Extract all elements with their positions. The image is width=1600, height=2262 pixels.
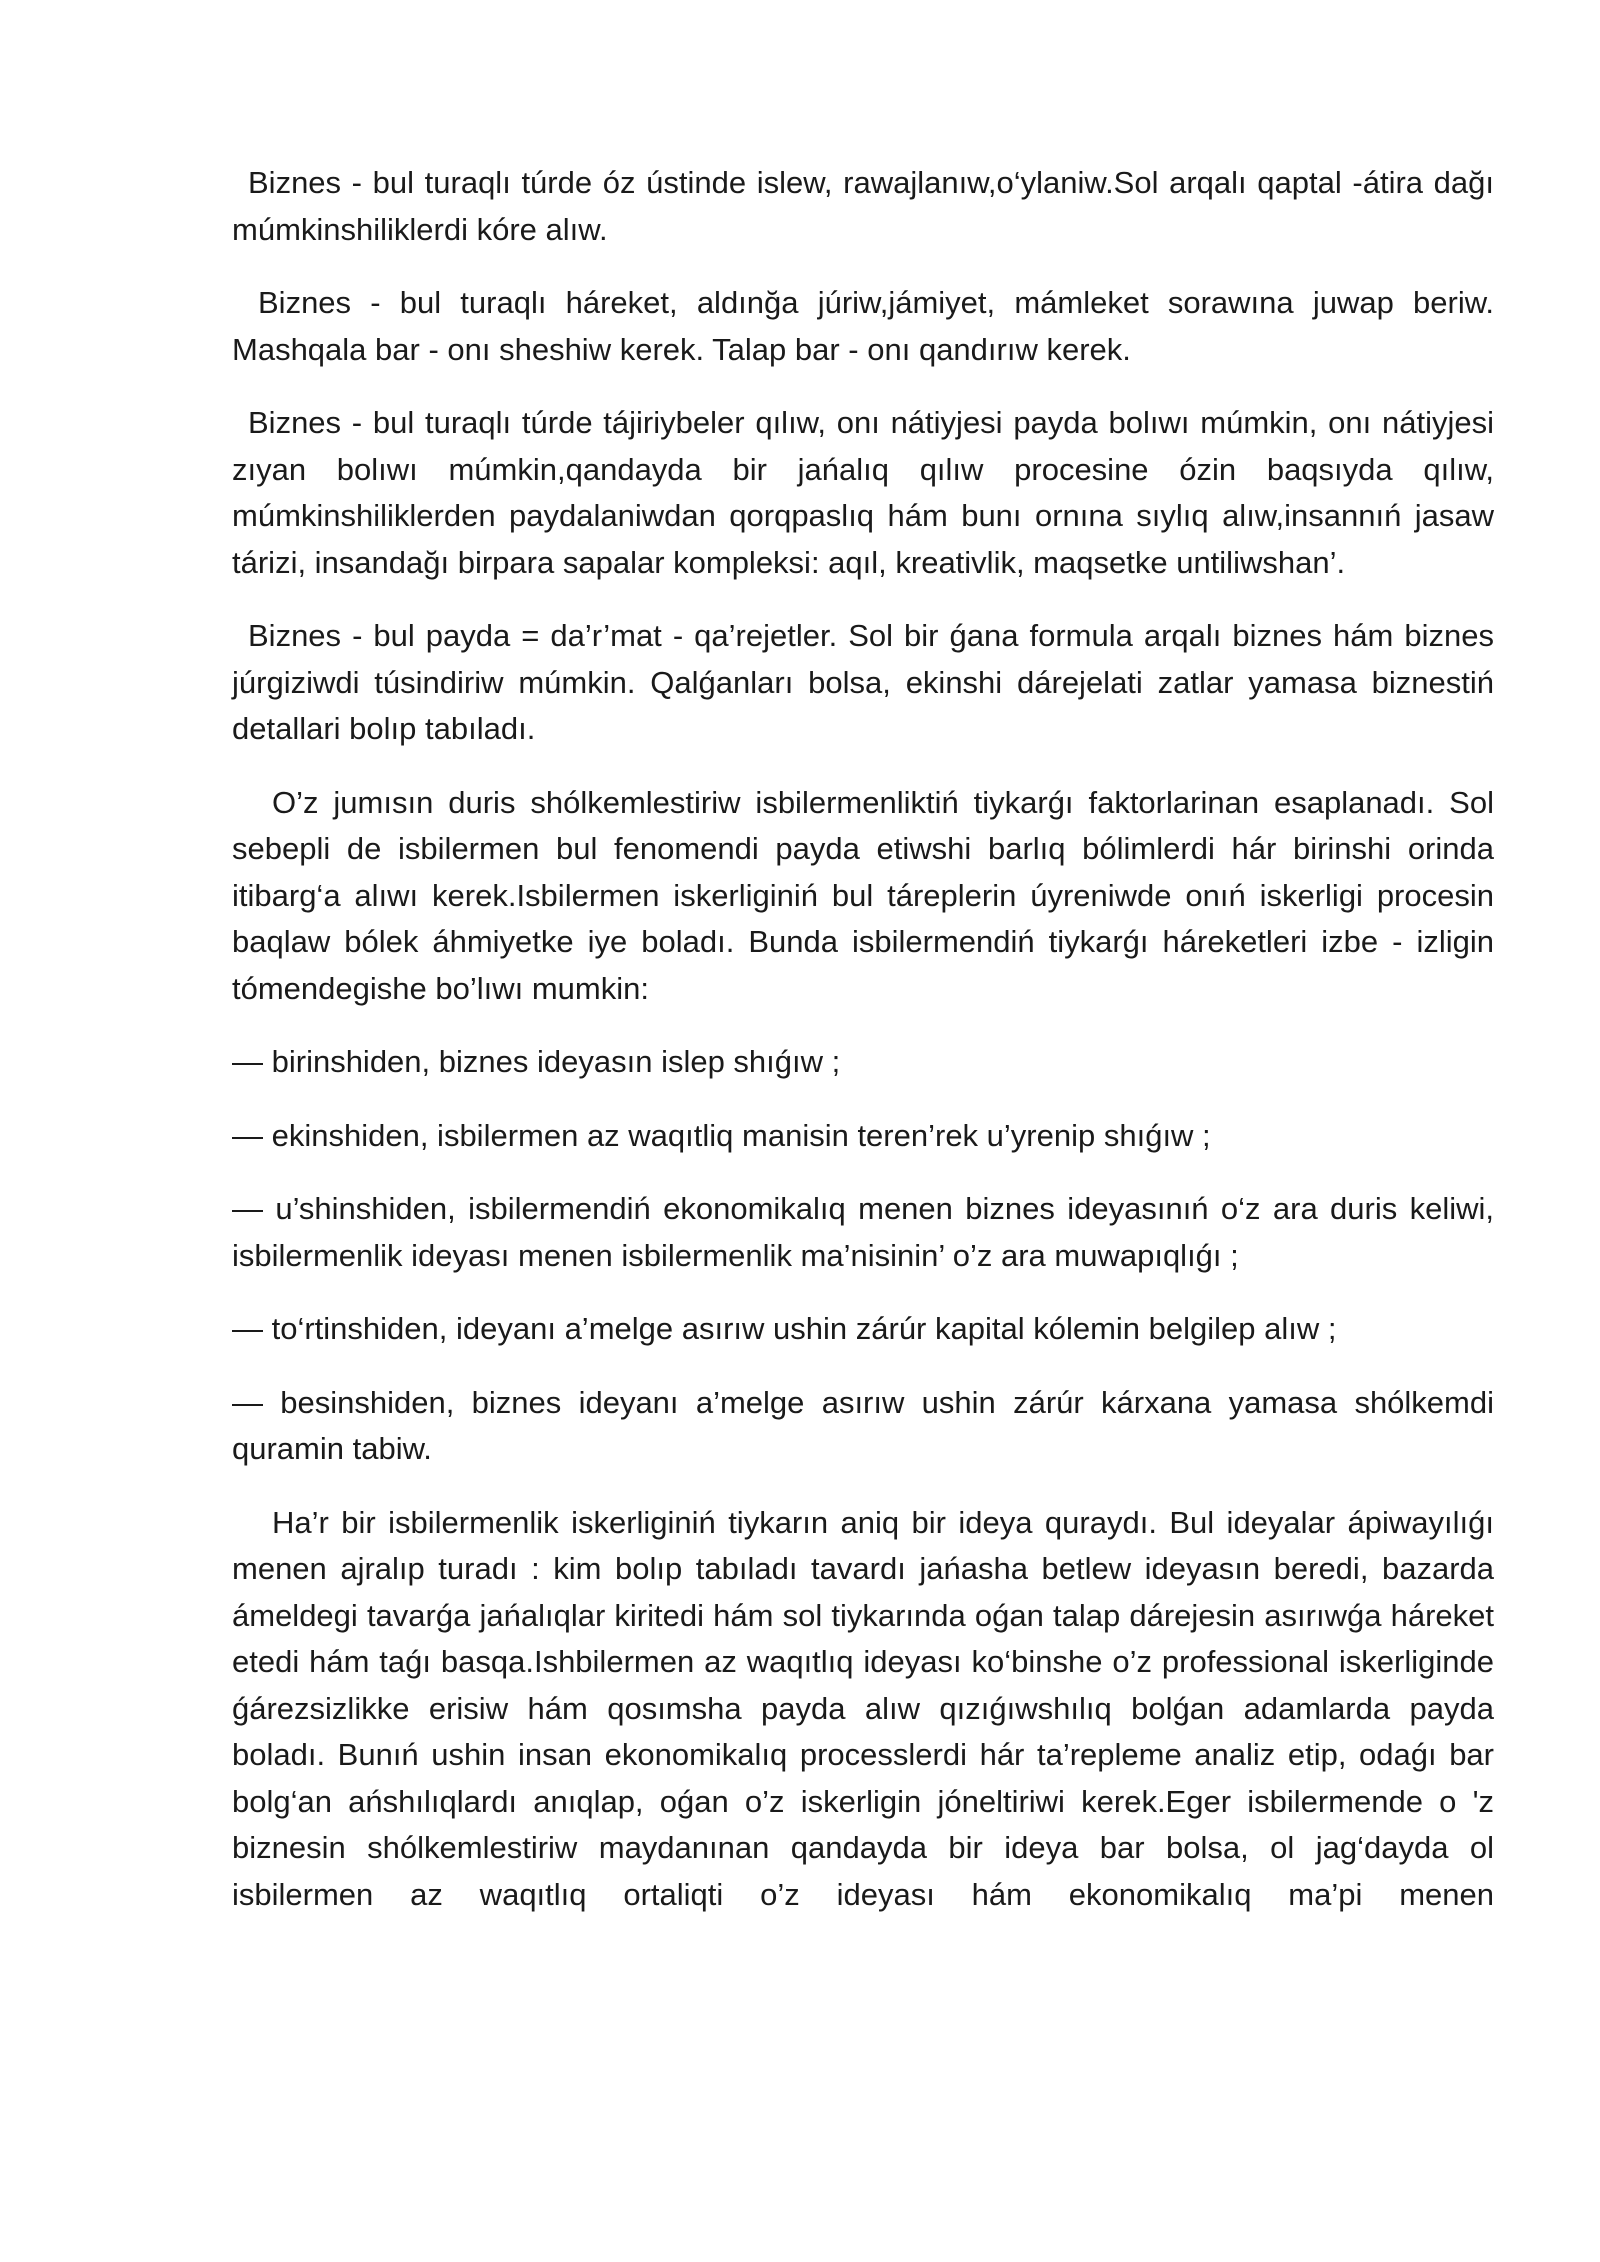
paragraph-definition-4: Biznes - bul payda = da’r’mat - qa’rejetler. Sol bir ǵana formula arqalı biznes hám biznes júrgiziwdi túsindiriw múmkin. Qalǵanları bolsa, ekinshi dárejelati zatlar yamasa biznestiń detallari bolıp tabıladı. xyxy=(232,618,1494,746)
paragraph-definition-1: Biznes - bul turaqlı túrde óz ústinde islew, rawajlanıw,o‘ylaniw.Sol arqalı qaptal -átira dağı múmkinshiliklerdi kóre alıw. xyxy=(232,165,1494,247)
list-item: — to‘rtinshiden, ideyanı a’melge asırıw ushin zárúr kapital kólemin belgilep alıw ; xyxy=(232,1311,1337,1346)
list-item: — ekinshiden, isbilermen az waqıtliq manisin teren’rek u’yrenip shıǵıw ; xyxy=(232,1117,1211,1153)
paragraph-organization: O’z jumısın duris shólkemlestiriw isbilermenliktiń tiykarǵı faktorlarinan esaplanadı. Sol sebepli de isbilermen bul fenomendi payda etiwshi barlıq bólimlerdi hár birinshi orinda itibarg‘a alıwı kerek.Isbilermen iskerliginiń bul táreplerin úyreniwde onıń iskerligi procesin baqlaw bólek áhmiyetke iye boladı. Bunda isbilermendiń tiykarǵı háreketleri izbe - izligin tómendegishe bo’lıwı mumkin: xyxy=(232,784,1494,1006)
paragraph-definition-3: Biznes - bul turaqlı túrde tájiriybeler qılıw, onı nátiyjesi payda bolıwı múmkin, onı nátiyjesi zıyan bolıwı múmkin,qandayda bir jańalıq qılıw procesine ózin baqsıyda qılıw, múmkinshiliklerden paydalaniwdan qorqpaslıq hám bunı ornına sıylıq alıw,insannıń jasaw tárizi, insandağı birpara sapalar kompleksi: aqıl, kreativlik, maqsetke untiliwshan’. xyxy=(232,405,1494,580)
list-item: — u’shinshiden, isbilermendiń ekonomikalıq menen biznes ideyasınıń o‘z ara duris keliwi, isbilermenlik ideyası menen isbilermenlik ma’nisinin’ o’z ara muwapıqlıǵı ; xyxy=(232,1191,1494,1273)
list-item: — birinshiden, biznes ideyasın islep shıǵıw ; xyxy=(232,1044,841,1079)
paragraph-business-idea: Ha’r bir isbilermenlik iskerliginiń tiykarın aniq bir ideya quraydı. Bul ideyalar ápiwayılıǵı menen ajralıp turadı : kim bolıp tabıladı tavardı jańasha betlew ideyasın beredi, bazarda ámeldegi tavarǵa jańalıqlar kiritedi hám sol tiykarında oǵan talap dárejesin asırıwǵa háreket etedi hám taǵı basqa.Ishbilermen az waqıtlıq ideyası ko‘binshe o’z professional iskerliginde ǵárezsizlikke erisiw hám qosımsha payda alıw qızıǵıwshılıq bolǵan adamlarda payda boladı. Bunıń ushin insan ekonomikalıq processlerdi hár ta’repleme analiz etip, odaǵı bar bolg‘an ańshılıqlardı anıqlap, oǵan o’z iskerligin jóneltiriwi kerek.Eger isbilermende o 'z biznesin shólkemlestiriw maydanınan qandayda bir ideya bar bolsa, ol jag‘dayda ol isbilermen az waqıtlıq ortaliqti o’z ideyası hám ekonomikalıq ma’pi menen xyxy=(232,1504,1494,1912)
list-item: — besinshiden, biznes ideyanı a’melge asırıw ushin zárúr kárxana yamasa shólkemdi quramin tabiw. xyxy=(232,1384,1494,1466)
paragraph-definition-2: Biznes - bul turaqlı háreket, aldınğa júriw,jámiyet, mámleket sorawına juwap beriw. Mashqala bar - onı sheshiw kerek. Talap bar - onı qandırıw kerek. xyxy=(232,285,1494,367)
document-page xyxy=(232,160,1494,1918)
